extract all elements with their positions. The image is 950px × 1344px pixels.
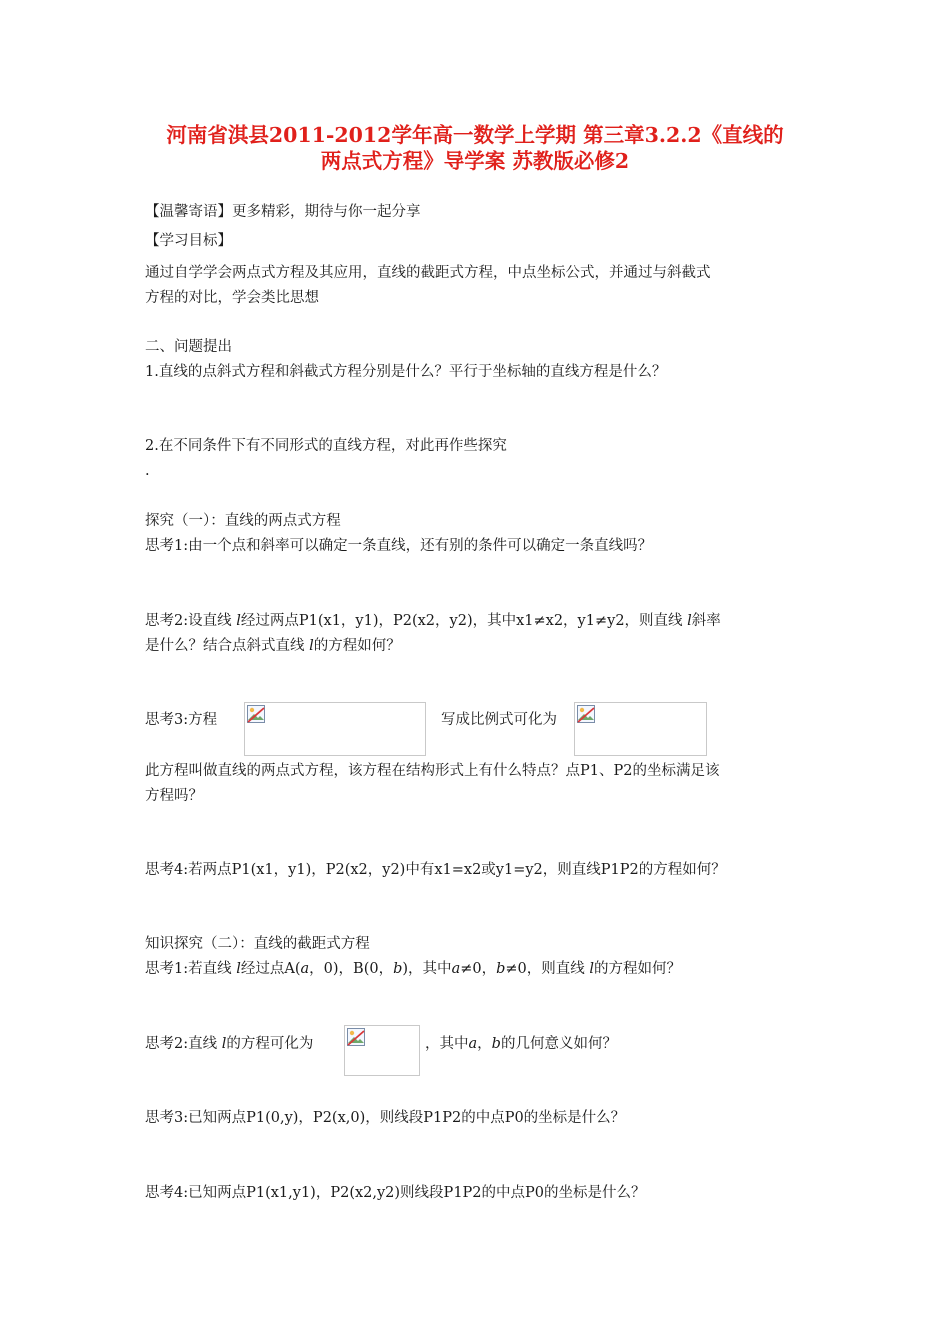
explore-1-think-3-label: 思考3:方程 [145, 712, 218, 728]
title-line-2: 两点式方程》导学案 苏教版必修2 [320, 149, 630, 173]
title-line-1: 河南省淇县2011-2012学年高一数学上学期 第三章3.2.2《直线的 [166, 123, 784, 147]
explore-2-think-3: 思考3:已知两点P1(0,y)，P2(x,0)，则线段P1P2的中点P0的坐标是什么？ [145, 1110, 626, 1126]
explore-1-think-2-cont: 是什么？结合点斜式直线 l的方程如何？ [145, 638, 401, 654]
explore-1-think-3-line-3: 方程吗？ [145, 788, 203, 804]
greeting: 【温馨寄语】更多精彩，期待与你一起分享 [145, 204, 421, 220]
goal-line-2: 方程的对比，学会类比思想 [145, 290, 319, 306]
question-2: 2.在不同条件下有不同形式的直线方程，对此再作些探究 [145, 438, 507, 454]
explore-1-heading: 探究（一）：直线的两点式方程 [145, 513, 341, 529]
explore-1-think-2: 思考2:设直线 l经过两点P1(x1，y1)，P2(x2，y2)，其中x1≠x2，y1≠y2，则直线 l斜率 [145, 613, 721, 629]
question-1: 1.直线的点斜式方程和斜截式方程分别是什么？平行于坐标轴的直线方程是什么？ [145, 364, 667, 380]
explore-1-think-3-line-2: 此方程叫做直线的两点式方程，该方程在结构形式上有什么特点？点P1、P2的坐标满足该 [145, 763, 720, 779]
section-2-heading: 二、问题提出 [145, 339, 232, 355]
explore-2-think-2-label: 思考2:直线 l的方程可化为 [145, 1036, 314, 1052]
explore-2-think-4: 思考4:已知两点P1(x1,y1)，P2(x2,y2)则线段P1P2的中点P0的坐标是什么？ [145, 1185, 646, 1201]
document-title [100, 122, 850, 174]
goal-line-1: 通过自学学会两点式方程及其应用，直线的截距式方程，中点坐标公式，并通过与斜截式 [145, 265, 711, 281]
equation-image-placeholder-1 [244, 702, 426, 756]
explore-2-heading: 知识探究（二）：直线的截距式方程 [145, 936, 370, 952]
explore-1-think-3-mid: 写成比例式可化为 [441, 712, 557, 728]
equation-image-placeholder-3 [344, 1025, 420, 1076]
broken-image-icon [247, 705, 265, 723]
explore-2-think-2-rest: ，其中a，b的几何意义如何？ [425, 1036, 617, 1052]
goal-heading: 【学习目标】 [145, 233, 232, 249]
equation-image-placeholder-2 [574, 702, 707, 756]
explore-2-think-1: 思考1:若直线 l经过点A(a，0)，B(0，b)，其中a≠0，b≠0，则直线 l的方程如何？ [145, 961, 682, 977]
dot-mark: . [145, 463, 150, 479]
explore-1-think-1: 思考1:由一个点和斜率可以确定一条直线，还有别的条件可以确定一条直线吗？ [145, 538, 653, 554]
explore-1-think-4: 思考4:若两点P1(x1，y1)，P2(x2，y2)中有x1=x2或y1=y2，则直线P1P2的方程如何？ [145, 862, 726, 878]
broken-image-icon [347, 1028, 365, 1046]
broken-image-icon [577, 705, 595, 723]
